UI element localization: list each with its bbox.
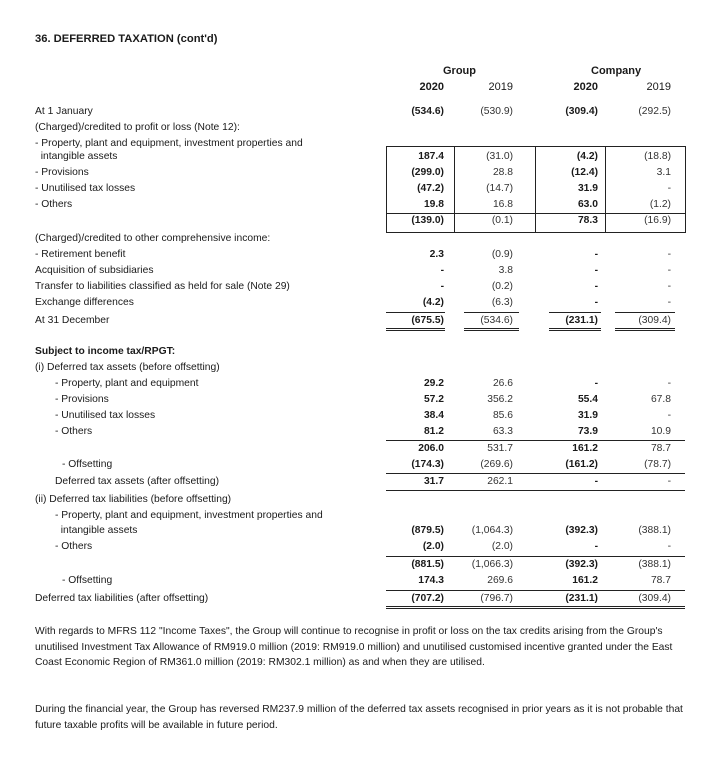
row-label: intangible assets xyxy=(55,525,138,536)
subtotal-cell: (16.9) xyxy=(644,215,671,226)
subtotal-cell: (0.1) xyxy=(491,215,513,226)
rule xyxy=(386,490,685,491)
total-cell: (707.2) xyxy=(411,593,444,604)
cell: - xyxy=(667,265,671,276)
subtotal-cell: 78.7 xyxy=(650,443,671,454)
cell: (14.7) xyxy=(486,183,513,194)
cell: - xyxy=(667,378,671,389)
company-2019-header: 2019 xyxy=(646,81,671,93)
company-2020-header: 2020 xyxy=(573,81,598,93)
double-rule xyxy=(464,328,519,331)
rule xyxy=(464,312,519,313)
cell: (0.9) xyxy=(491,249,513,260)
cell: - xyxy=(667,541,671,552)
cell: - xyxy=(667,281,671,292)
double-rule xyxy=(549,328,601,331)
cell: - xyxy=(667,249,671,260)
row-label: - Offsetting xyxy=(62,459,113,470)
cell: - xyxy=(594,297,598,308)
cell: (47.2) xyxy=(417,183,444,194)
total-cell: 31.7 xyxy=(423,476,444,487)
cell: - xyxy=(594,249,598,260)
subtotal-cell: (881.5) xyxy=(411,559,444,570)
group-2019-header: 2019 xyxy=(488,81,513,93)
cell: (392.3) xyxy=(565,525,598,536)
row-label: intangible assets xyxy=(35,151,118,162)
cell: (78.7) xyxy=(644,459,671,470)
note-paragraph-reversal: During the financial year, the Group has reversed RM237.9 million of the deferred tax assets recognised in prior years as it is not probable that future taxable profits will be available in future period. xyxy=(35,704,683,731)
row-label: Exchange differences xyxy=(35,297,134,308)
row-label: (Charged)/credited to other comprehensive income: xyxy=(35,233,271,244)
rule xyxy=(386,473,685,474)
cell: (530.9) xyxy=(480,106,513,117)
profit-loss-box xyxy=(386,146,686,233)
total-cell: (231.1) xyxy=(565,593,598,604)
cell: - xyxy=(667,183,671,194)
cell: 26.6 xyxy=(492,378,513,389)
cell: 78.7 xyxy=(650,575,671,586)
cell: - xyxy=(667,297,671,308)
cell: 57.2 xyxy=(423,394,444,405)
cell: 85.6 xyxy=(492,410,513,421)
total-cell: (796.7) xyxy=(480,593,513,604)
double-rule xyxy=(386,328,445,331)
total-cell: - xyxy=(594,476,598,487)
row-label: - Others xyxy=(55,541,93,552)
group-2020-header: 2020 xyxy=(419,81,444,93)
cell: (309.4) xyxy=(565,106,598,117)
cell: (292.5) xyxy=(638,106,671,117)
cell: 356.2 xyxy=(487,394,513,405)
cell: 31.9 xyxy=(577,410,598,421)
cell: (18.8) xyxy=(644,151,671,162)
row-label: - Unutilised tax losses xyxy=(55,410,156,421)
row-label: - Others xyxy=(35,199,73,210)
double-rule xyxy=(386,606,685,609)
subtotal-cell: (1,066.3) xyxy=(471,559,513,570)
row-label: (i) Deferred tax assets (before offsetting) xyxy=(35,362,220,373)
subtotal-cell: 78.3 xyxy=(577,215,598,226)
row-label: - Property, plant and equipment, investment properties and xyxy=(55,510,323,521)
subject-heading: Subject to income tax/RPGT: xyxy=(35,346,176,357)
cell: 29.2 xyxy=(423,378,444,389)
rule xyxy=(549,312,601,313)
rule xyxy=(615,312,675,313)
box-divider xyxy=(605,146,606,232)
total-cell: (231.1) xyxy=(565,315,598,326)
rule xyxy=(386,556,685,557)
total-cell: (309.4) xyxy=(638,593,671,604)
cell: (269.6) xyxy=(480,459,513,470)
cell: (4.2) xyxy=(422,297,444,308)
row-label: - Retirement benefit xyxy=(35,249,126,260)
cell: - xyxy=(667,410,671,421)
subtotal-cell: 531.7 xyxy=(487,443,513,454)
cell: 38.4 xyxy=(423,410,444,421)
cell: (174.3) xyxy=(411,459,444,470)
row-label: Deferred tax liabilities (after offsetting) xyxy=(35,593,209,604)
row-label: Transfer to liabilities classified as held for sale (Note 29) xyxy=(35,281,290,292)
rule xyxy=(386,312,445,313)
group-header: Group xyxy=(443,65,476,77)
cell: 16.8 xyxy=(492,199,513,210)
subtotal-cell: 161.2 xyxy=(572,443,598,454)
row-label: - Property, plant and equipment xyxy=(55,378,199,389)
row-label: (Charged)/credited to profit or loss (Note 12): xyxy=(35,122,240,133)
cell: 55.4 xyxy=(577,394,598,405)
cell: (6.3) xyxy=(491,297,513,308)
subtotal-cell: (392.3) xyxy=(565,559,598,570)
cell: 3.1 xyxy=(656,167,671,178)
rule xyxy=(386,590,685,591)
cell: 161.2 xyxy=(572,575,598,586)
note-paragraph-itc: With regards to MFRS 112 "Income Taxes", the Group will continue to recognise in profit or loss on the tax credits arising from the Group's unutilised Investment Tax Allowance of RM919.0 million (2019: RM919.0 million) and unutilised customised incentive granted under the East Coast Economic Region of RM361.0 million (2019: RM302.1 million) as and when they are utilised. xyxy=(35,626,673,668)
cell: (879.5) xyxy=(411,525,444,536)
cell: (0.2) xyxy=(491,281,513,292)
cell: (388.1) xyxy=(638,525,671,536)
cell: 3.8 xyxy=(498,265,513,276)
cell: - xyxy=(594,281,598,292)
row-label: Acquisition of subsidiaries xyxy=(35,265,154,276)
total-cell: (675.5) xyxy=(411,315,444,326)
cell: (161.2) xyxy=(565,459,598,470)
cell: - xyxy=(594,265,598,276)
row-label: Deferred tax assets (after offsetting) xyxy=(55,476,220,487)
box-divider xyxy=(535,146,536,232)
row-label: - Provisions xyxy=(55,394,109,405)
cell: 10.9 xyxy=(650,426,671,437)
cell: (31.0) xyxy=(486,151,513,162)
cell: 2.3 xyxy=(429,249,444,260)
cell: (2.0) xyxy=(491,541,513,552)
total-cell: (534.6) xyxy=(480,315,513,326)
cell: 81.2 xyxy=(423,426,444,437)
subtotal-cell: 206.0 xyxy=(418,443,444,454)
rule xyxy=(386,440,685,441)
cell: 28.8 xyxy=(492,167,513,178)
row-label: - Property, plant and equipment, investment properties and xyxy=(35,138,303,149)
cell: (534.6) xyxy=(411,106,444,117)
total-cell: (309.4) xyxy=(638,315,671,326)
cell: (1.2) xyxy=(649,199,671,210)
cell: - xyxy=(440,265,444,276)
cell: 63.3 xyxy=(492,426,513,437)
double-rule xyxy=(615,328,675,331)
cell: (2.0) xyxy=(422,541,444,552)
cell: 269.6 xyxy=(487,575,513,586)
row-label: - Offsetting xyxy=(62,575,113,586)
cell: - xyxy=(440,281,444,292)
cell: (4.2) xyxy=(576,151,598,162)
cell: 19.8 xyxy=(423,199,444,210)
row-label: - Others xyxy=(55,426,93,437)
row-label: - Provisions xyxy=(35,167,89,178)
cell: (1,064.3) xyxy=(471,525,513,536)
cell: - xyxy=(594,541,598,552)
row-label: - Unutilised tax losses xyxy=(35,183,136,194)
cell: (12.4) xyxy=(571,167,598,178)
row-label: (ii) Deferred tax liabilities (before offsetting) xyxy=(35,494,232,505)
box-divider xyxy=(454,146,455,232)
cell: 73.9 xyxy=(577,426,598,437)
cell: 31.9 xyxy=(577,183,598,194)
total-cell: 262.1 xyxy=(487,476,513,487)
company-header: Company xyxy=(591,65,642,77)
cell: 67.8 xyxy=(650,394,671,405)
cell: - xyxy=(594,378,598,389)
subtotal-cell: (388.1) xyxy=(638,559,671,570)
cell: 174.3 xyxy=(418,575,444,586)
cell: (299.0) xyxy=(411,167,444,178)
subtotal-cell: (139.0) xyxy=(411,215,444,226)
note-title: 36. DEFERRED TAXATION (cont'd) xyxy=(35,33,218,45)
cell: 63.0 xyxy=(577,199,598,210)
subtotal-rule xyxy=(386,213,685,214)
row-label: At 31 December xyxy=(35,315,110,326)
total-cell: - xyxy=(667,476,671,487)
cell: 187.4 xyxy=(418,151,444,162)
row-label: At 1 January xyxy=(35,106,93,117)
